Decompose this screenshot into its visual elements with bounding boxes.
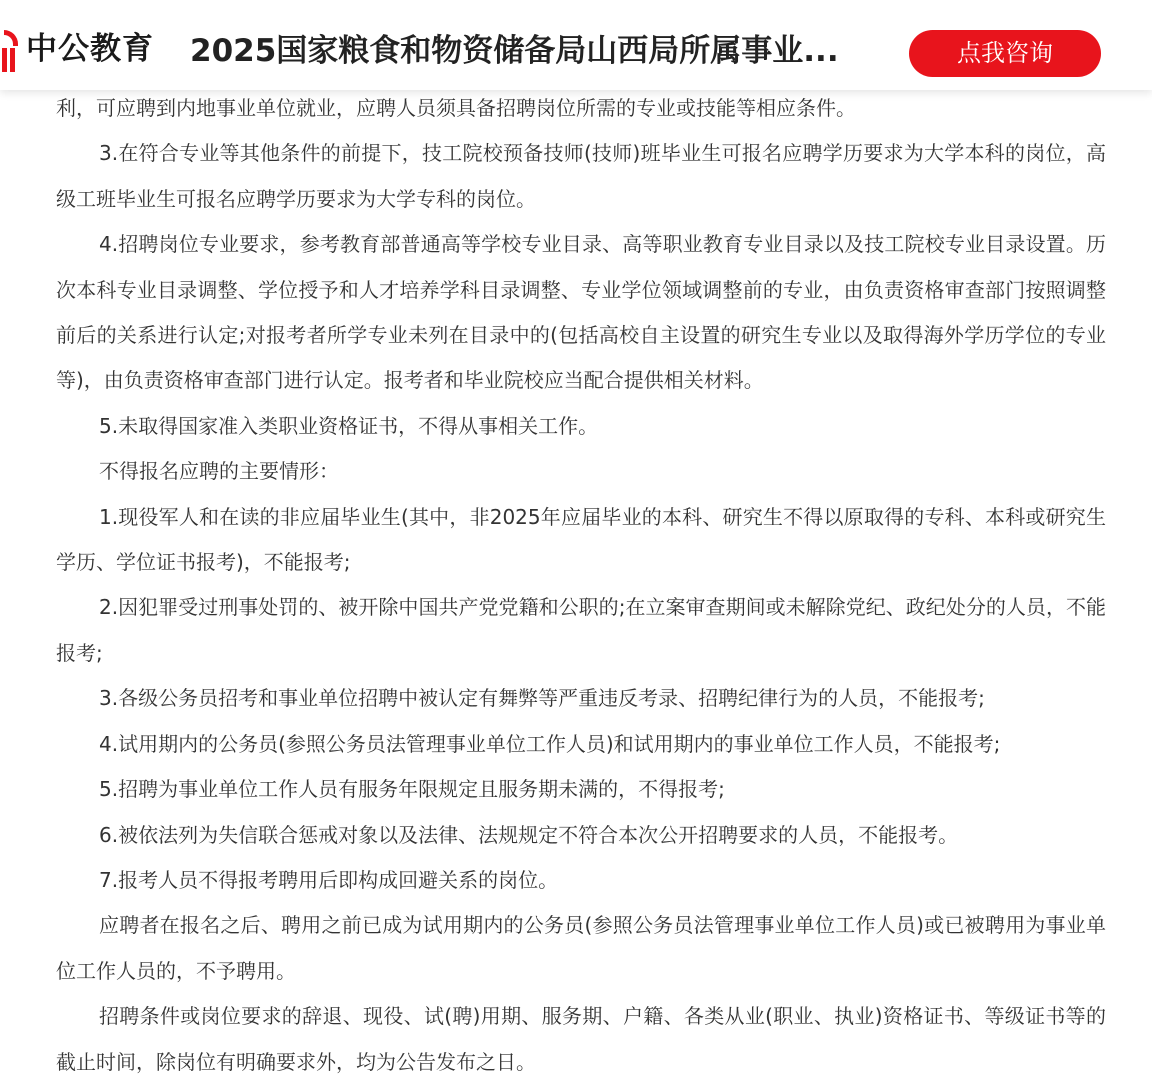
paragraph: 7.报考人员不得报考聘用后即构成回避关系的岗位。	[99, 867, 559, 892]
paragraph: 5.招聘为事业单位工作人员有服务年限规定且服务期未满的，不得报考;	[99, 777, 725, 802]
article-title: 2025国家粮食和物资储备局山西局所属事业...	[190, 33, 839, 69]
consult-button[interactable]: 点我咨询	[909, 30, 1101, 77]
paragraph: 4.招聘岗位专业要求，参考教育部普通高等学校专业目录、高等职业教育专业目录以及技工院校专业目录设置。历次本科专业目录调整、学位授予和人才培养学科目录调整、专业学位领域调整前的专业，由负责资格审查部门按照调整前后的关系进行认定;对报考者所学专业未列在目录中的(包括高校自主设置的研究生专业以及取得海外学历学位的专业等)，由负责资格审查部门进行认定。报考者和毕业院校应当配合提供相关材料。	[56, 232, 1106, 393]
paragraph: 6.被依法列为失信联合惩戒对象以及法律、法规规定不符合本次公开招聘要求的人员，不能报考。	[99, 822, 959, 847]
paragraph: 3.在符合专业等其他条件的前提下，技工院校预备技师(技师)班毕业生可报名应聘学历要求为大学本科的岗位，高级工班毕业生可报名应聘学历要求为大学专科的岗位。	[56, 141, 1106, 211]
paragraph: 不得报名应聘的主要情形：	[99, 459, 339, 484]
paragraph: 3.各级公务员招考和事业单位招聘中被认定有舞弊等严重违反考录、招聘纪律行为的人员，不能报考;	[99, 686, 985, 711]
paragraph: 2.因犯罪受过刑事处罚的、被开除中国共产党党籍和公职的;在立案审查期间或未解除党纪、政纪处分的人员，不能报考;	[56, 595, 1106, 665]
paragraph: 应聘者在报名之后、聘用之前已成为试用期内的公务员(参照公务员法管理事业单位工作人员)或已被聘用为事业单位工作人员的，不予聘用。	[56, 913, 1106, 983]
paragraph: 招聘条件或岗位要求的辞退、现役、试(聘)用期、服务期、户籍、各类从业(职业、执业)资格证书、等级证书等的截止时间，除岗位有明确要求外，均为公告发布之日。	[56, 1004, 1106, 1074]
logo-icon	[0, 26, 22, 72]
paragraph: 1.现役军人和在读的非应届毕业生(其中，非2025年应届毕业的本科、研究生不得以原取得的专科、本科或研究生学历、学位证书报考)，不能报考;	[56, 504, 1106, 575]
top-header	[0, 0, 1152, 90]
paragraph: 4.试用期内的公务员(参照公务员法管理事业单位工作人员)和试用期内的事业单位工作人员，不能报考;	[99, 731, 1001, 756]
paragraph: 利，可应聘到内地事业单位就业，应聘人员须具备招聘岗位所需的专业或技能等相应条件。	[56, 96, 856, 120]
article-body	[56, 86, 1106, 1085]
logo-text: 中公教育	[26, 31, 154, 67]
site-logo[interactable]	[0, 24, 154, 74]
paragraph: 5.未取得国家准入类职业资格证书，不得从事相关工作。	[99, 413, 599, 438]
